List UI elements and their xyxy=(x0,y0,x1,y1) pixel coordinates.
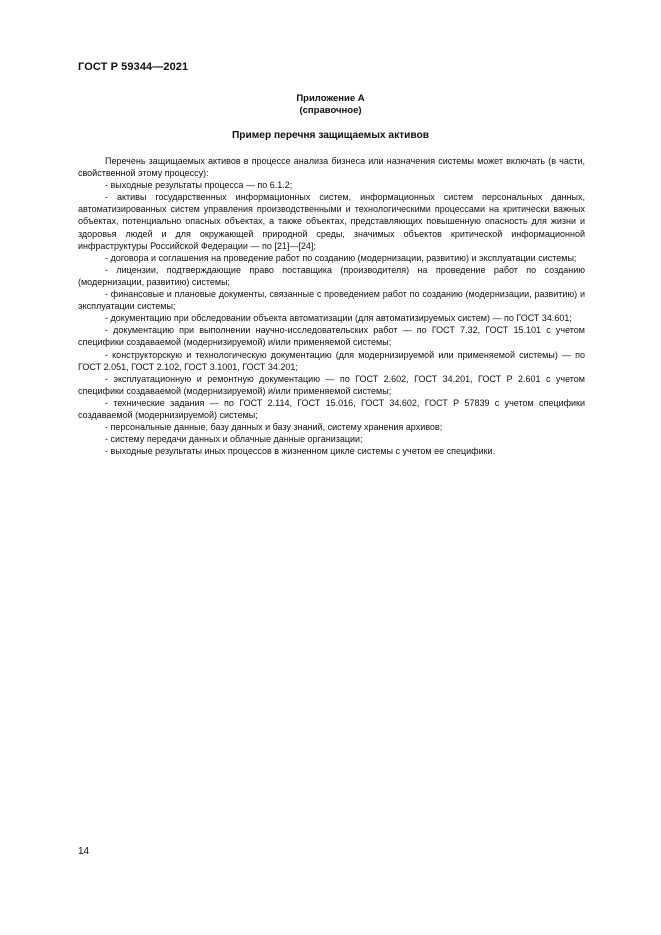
list-item: - договора и соглашения на проведение работ по созданию (модернизации, развитию) и эксплуатации системы; xyxy=(105,252,577,263)
section-title: Пример перечня защищаемых активов xyxy=(231,130,430,141)
list-item: - выходные результаты процесса — по 6.1.2; xyxy=(105,180,293,191)
appendix-subtitle: (справочное) xyxy=(299,104,362,116)
appendix-heading xyxy=(0,93,661,116)
body-text xyxy=(78,155,585,457)
document-code-header: ГОСТ Р 59344—2021 xyxy=(78,61,189,73)
list-item: - выходные результаты иных процессов в жизненном цикле системы с учетом ее специфики. xyxy=(105,446,496,457)
list-item: - активы государственных информационных систем, информационных систем персональных данных, автоматизированных систем управления производственными и технологическими процессами на критически важных объектах, потенциально опасных объектах, а также объектах, представляющих повышенную опасность для жизни и здоровья людей и для окружающей природной среды, значимых объектов критической информационной инфраструктуры Российской Федерации — по [21]—[24]; xyxy=(78,192,585,251)
list-item: - персональные данные, базу данных и базу знаний, систему хранения архивов; xyxy=(105,422,443,433)
list-item: - технические задания — по ГОСТ 2.114, ГОСТ 15.016, ГОСТ 34.602, ГОСТ Р 57839 с учетом специфики создаваемой (модернизируемой) системы; xyxy=(78,397,585,420)
page-number: 14 xyxy=(78,846,90,857)
appendix-title: Приложение А xyxy=(296,93,365,104)
list-item: - эксплуатационную и ремонтную документацию — по ГОСТ 2.602, ГОСТ 34.201, ГОСТ Р 2.601 с учетом специфики создаваемой (модернизируемой) и/или применяемой системы; xyxy=(78,373,585,396)
list-item: - документацию при выполнении научно-исследовательских работ — по ГОСТ 7.32, ГОСТ 15.101 с учетом специфики создаваемой (модернизируемой) и/или применяемой системы; xyxy=(78,325,585,348)
list-item: - систему передачи данных и облачные данные организации; xyxy=(105,434,363,445)
list-item: - финансовые и плановые документы, связанные с проведением работ по созданию (модернизации, развитию) и эксплуатации системы; xyxy=(78,289,585,312)
list-item: - лицензии, подтверждающие право поставщика (производителя) на проведение работ по созданию (модернизации, развитию) системы; xyxy=(78,264,585,287)
list-item: - конструкторскую и технологическую документацию (для модернизируемой или применяемой системы) — по ГОСТ 2.051, ГОСТ 2.102, ГОСТ 3.1001, ГОСТ 34.201; xyxy=(78,349,585,372)
intro-paragraph: Перечень защищаемых активов в процессе анализа бизнеса или назначения системы может включать (в части, свойственной этому процессу): xyxy=(78,156,585,179)
list-item: - документацию при обследовании объекта автоматизации (для автоматизируемых систем) — по ГОСТ 34.601; xyxy=(105,313,572,324)
